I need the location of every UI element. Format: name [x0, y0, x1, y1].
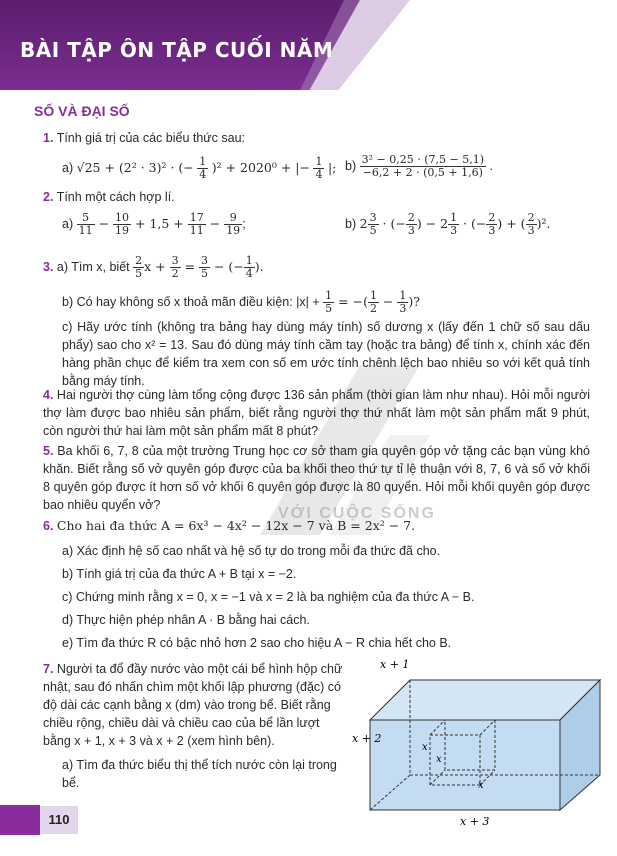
q2a: a) $\frac{5}{11}$ − $\frac{10}{19}$ + 1,5 + $\frac{17}{11}$ − $\frac{9}{19}$ ;	[62, 211, 246, 237]
fraction: $\frac{\text{3² − 0,25 · (7,5 − 5,1)}}{-6,2 + 2 \cdot (0,5 + 1,6)}$	[361, 153, 484, 179]
page-number: 110	[40, 806, 78, 834]
fraction: $\frac{3}{5}$	[369, 211, 377, 237]
q5: 5. Ba khối 6, 7, 8 của một trường Trung học cơ sở tham gia quyên góp vở tặng các bạn vùng khó khăn. Biết rằng số vở quyên góp được của ba khối theo thứ tự tỉ lệ thuận với 8, 7, 6 và số vở khối 8 quyên góp được ít hơn số vở khối 6 quyên góp được là 80 quyển. Hỏi mỗi khối quyên góp được bao nhiêu quyển vở?	[43, 444, 590, 512]
fraction: $\frac{5}{11}$	[78, 211, 93, 237]
page-number-bar	[0, 805, 40, 835]
fraction: $\frac{1}{5}$	[325, 289, 333, 315]
fraction: $\frac{17}{11}$	[189, 211, 204, 237]
fraction: $\frac{2}{3}$	[488, 211, 496, 237]
q1b: b) $\frac{\text{3² − 0,25 · (7,5 − 5,1)}}{-6,2 + 2 \cdot (0,5 + 1,6)}$ .	[345, 153, 493, 179]
q2-stem: 2. Tính một cách hợp lí.	[43, 190, 175, 204]
q6-item: e) Tìm đa thức R có bậc nhỏ hơn 2 sao cho hiệu A − R chia hết cho B.	[62, 636, 452, 650]
q6-item: b) Tính giá trị của đa thức A + B tại x = −2.	[62, 567, 297, 581]
q6-stem: 6. Cho hai đa thức A = 6x³ − 4x² − 12x − 7 và B = 2x² − 7.	[43, 518, 416, 533]
q3b: b) Có hay không số x thoả mãn điều kiện: |x| + $\frac{1}{5}$ = −( $\frac{1}{2}$ − $\frac{1}{3}$ )?	[62, 289, 420, 315]
label-cube-side: x	[478, 780, 484, 791]
label-cube-side: x	[422, 742, 428, 753]
q1-stem: 1. Tính giá trị của các biểu thức sau:	[43, 131, 246, 145]
fraction: $\frac{2}{5}$	[135, 254, 143, 280]
fraction: $\frac{3}{2}$	[171, 254, 179, 280]
section-title: BÀI TẬP ÔN TẬP CUỐI NĂM	[20, 38, 334, 62]
fraction: $\frac{2}{3}$	[407, 211, 415, 237]
q1a: a) √25 + (2² · 3)² · (− $\frac{1}{4}$ )² + 2020⁰ + |− $\frac{1}{4}$ |;	[62, 155, 337, 181]
fraction: $\frac{1}{4}$	[245, 254, 253, 280]
q7: 7. Người ta đổ đầy nước vào một cái bể hình hộp chữ nhật, sau đó nhấn chìm một khối lập phương (đặc) có độ dài các cạnh bằng x (dm) vào trong bể. Biết rằng chiều rộng, chiều dài và chiều cao của bể lần lượt bằng x + 1, x + 3 và x + 2 (xem hình bên).	[43, 662, 343, 748]
q6-item: d) Thực hiện phép nhân A · B bằng hai cách.	[62, 613, 310, 627]
fraction: $\frac{3}{5}$	[201, 254, 209, 280]
q4: 4. Hai người thợ cùng làm tổng cộng được 136 sản phẩm (thời gian làm như nhau). Hỏi mỗi người thợ làm được bao nhiêu sản phẩm, biết rằng người thợ thứ nhất làm một sản phẩm mất 9 phút, còn người thứ hai làm một sản phẩm mất 8 phút?	[43, 388, 590, 438]
q6-item: c) Chứng minh rằng x = 0, x = −1 và x = 2 là ba nghiệm của đa thức A − B.	[62, 590, 475, 604]
label-height: x + 2	[352, 732, 382, 745]
tank-figure	[352, 650, 610, 828]
fraction: $\frac{1}{4}$	[315, 155, 323, 181]
q6-item: a) Xác định hệ số cao nhất và hệ số tự do trong mỗi đa thức đã cho.	[62, 544, 441, 558]
subhead: SỐ VÀ ĐẠI SỐ	[34, 103, 130, 119]
label-width: x + 1	[380, 658, 410, 671]
q3a: 3. a) Tìm x, biết $\frac{2}{5}$ x + $\frac{3}{2}$ = $\frac{3}{5}$ − (− $\frac{1}{4}$ ).	[43, 254, 264, 280]
fraction: $\frac{1}{3}$	[399, 289, 407, 315]
watermark-text: VỚI CUỘC SỐNG	[278, 505, 436, 522]
fraction: $\frac{1}{3}$	[450, 211, 458, 237]
label-length: x + 3	[460, 815, 490, 828]
q2b: b) 2 $\frac{3}{5}$ · (− $\frac{2}{3}$ ) − 2 $\frac{1}{3}$ · (− $\frac{2}{3}$ ) + ( $\frac{2}{3}$ )².	[345, 211, 551, 237]
header-banner	[0, 0, 617, 96]
q7a: a) Tìm đa thức biểu thị thể tích nước còn lại trong bể.	[62, 758, 337, 790]
fraction: $\frac{10}{19}$	[115, 211, 130, 237]
q3c: c) Hãy ước tính (không tra bảng hay dùng máy tính) số dương x (lấy đến 1 chữ số sau dấu phẩy) sao cho x² = 13. Sau đó dùng máy tính cầm tay (hoặc tra bảng) để tính x, chính xác đến hàng phần chục để kiểm tra xem con số em ước tính chênh lệch bao nhiêu so với kết quả tính bằng máy tính.	[62, 320, 590, 388]
fraction: $\frac{9}{19}$	[226, 211, 241, 237]
fraction: $\frac{2}{3}$	[527, 211, 535, 237]
fraction: $\frac{1}{4}$	[199, 155, 207, 181]
label-cube-side: x	[436, 754, 442, 765]
fraction: $\frac{1}{2}$	[369, 289, 377, 315]
